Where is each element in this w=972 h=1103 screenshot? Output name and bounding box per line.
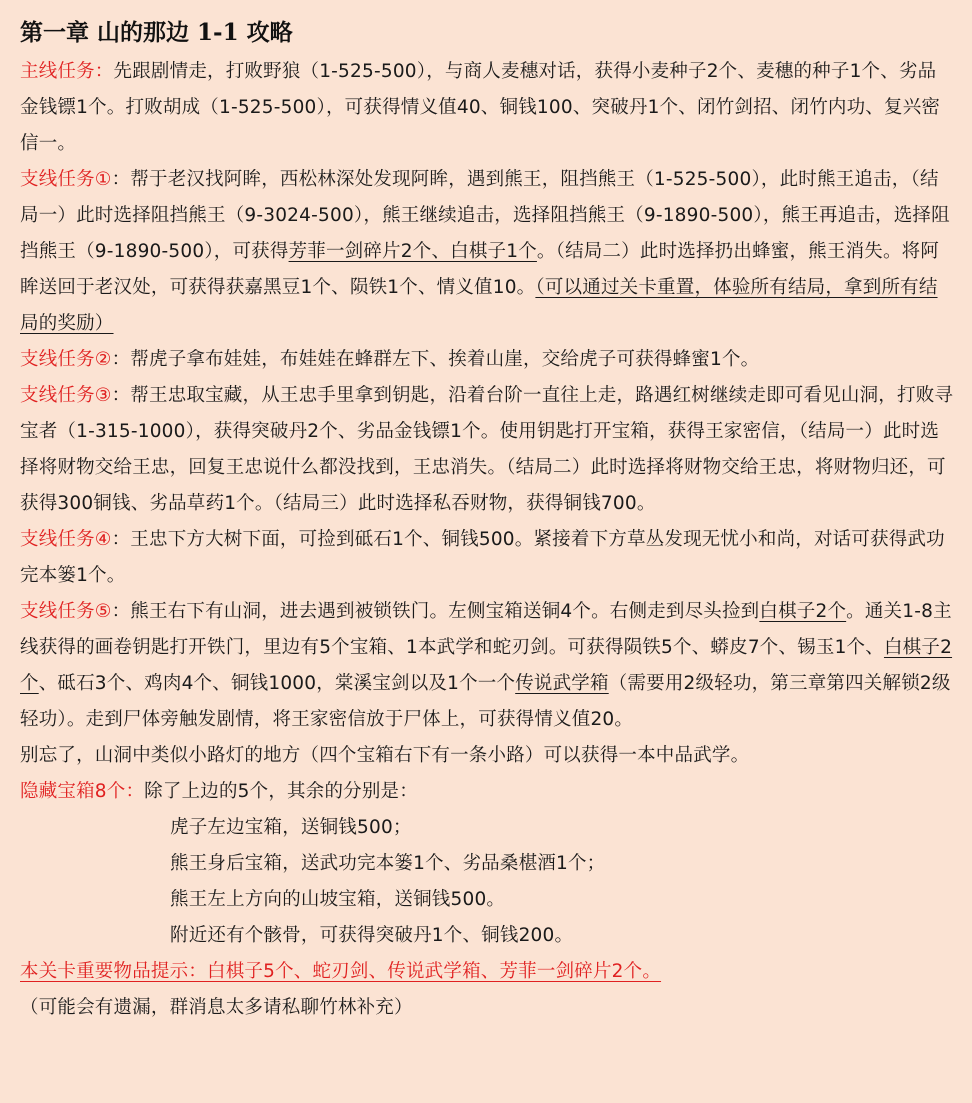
hidden-chest-item: 附近还有个骸骨，可获得突破丹1个、铜钱200。 xyxy=(170,925,574,946)
page-title: 第一章 山的那边 1-1 攻略 xyxy=(20,19,293,46)
side-quest-1-label: 支线任务① xyxy=(20,169,112,190)
side-quest-2-label: 支线任务② xyxy=(20,349,112,370)
side-quest-5-text-a: ：熊王右下有山洞，进去遇到被锁铁门。左侧宝箱送铜4个。右侧走到尽头捡到 xyxy=(111,601,760,622)
key-items-note: 本关卡重要物品提示：白棋子5个、蛇刃剑、传说武学箱、芳菲一剑碎片2个。 xyxy=(20,961,662,982)
side-quest-4-text: ：王忠下方大树下面，可捡到砥石1个、铜钱500。紧接着下方草丛发现无忧小和尚，对话可获得武功完本篓1个。 xyxy=(20,529,945,586)
side-quest-1-reset-note: （可以通过关卡重置，体验所有结局，拿到所有结局的奖励） xyxy=(20,277,938,334)
side-quest-5-label: 支线任务⑤ xyxy=(20,601,112,622)
side-quest-2-paragraph xyxy=(20,342,954,378)
main-quest-paragraph xyxy=(20,54,954,162)
hidden-chests-label: 隐藏宝箱8个： xyxy=(20,781,145,802)
hidden-chest-item: 熊王身后宝箱，送武功完本篓1个、劣品桑椹酒1个； xyxy=(170,853,606,874)
side-quest-5-white-stones-a: 白棋子2个 xyxy=(759,601,847,622)
side-quest-3-paragraph xyxy=(20,378,954,522)
hidden-chests-paragraph xyxy=(20,774,954,810)
side-quest-1-paragraph xyxy=(20,162,954,342)
side-quest-5-text-b: 。通关1-8主线获得的画卷钥匙打开铁门，里边有5个宝箱、1本武学和蛇刃剑。可获得陨铁5个、蟒皮7个、锡玉1个、 xyxy=(20,601,952,658)
hidden-chest-item: 熊王左上方向的山坡宝箱，送铜钱500。 xyxy=(170,889,506,910)
hidden-chest-item: 虎子左边宝箱，送铜钱500； xyxy=(170,817,412,838)
main-quest-label: 主线任务： xyxy=(20,61,114,82)
main-quest-text: 先跟剧情走，打败野狼（1-525-500），与商人麦穗对话，获得小麦种子2个、麦穗的种子1个、劣品金钱镖1个。打败胡成（1-525-500），可获得情义值40、铜钱100、突破丹1个、闭竹剑招、闭竹内功、复兴密信一。 xyxy=(20,61,941,154)
hidden-chests-text: 除了上边的5个，其余的分别是： xyxy=(144,781,418,802)
side-quest-4-paragraph xyxy=(20,522,954,594)
footer-note: （可能会有遗漏，群消息太多请私聊竹林补充） xyxy=(20,997,413,1018)
side-quest-5-paragraph xyxy=(20,594,954,738)
side-quest-1-text-a: ：帮于老汉找阿眸，西松林深处发现阿眸，遇到熊王，阻挡熊王（1-525-500），此时熊王追击，（结局一）此时选择阻挡熊王（9-3024-500），熊王继续追击，选择阻挡熊王（9-1890-500），熊王再追击，选择阻挡熊王（9-1890-500），可获得 xyxy=(20,169,950,262)
side-quest-2-text: ：帮虎子拿布娃娃，布娃娃在蜂群左下、挨着山崖，交给虎子可获得蜂蜜1个。 xyxy=(111,349,760,370)
reminder-paragraph: 别忘了，山洞中类似小路灯的地方（四个宝箱右下有一条小路）可以获得一本中品武学。 xyxy=(20,745,750,766)
side-quest-5-text-d: （需要用2级轻功，第三章第四关解锁2级轻功）。走到尸体旁触发剧情，将王家密信放于尸体上，可获得情义值20。 xyxy=(20,673,951,730)
side-quest-3-label: 支线任务③ xyxy=(20,385,112,406)
side-quest-3-text: ：帮王忠取宝藏，从王忠手里拿到钥匙，沿着台阶一直往上走，路遇红树继续走即可看见山洞，打败寻宝者（1-315-1000），获得突破丹2个、劣品金钱镖1个。使用钥匙打开宝箱，获得王家密信，（结局一）此时选择将财物交给王忠，回复王忠说什么都没找到，王忠消失。（结局二）此时选择将财物交给王忠，将财物归还，可获得300铜钱、劣品草药1个。（结局三）此时选择私吞财物，获得铜钱700。 xyxy=(20,385,954,514)
side-quest-5-legend-box: 传说武学箱 xyxy=(515,673,609,694)
side-quest-5-text-c: 、砥石3个、鸡肉4个、铜钱1000，棠溪宝剑以及1个一个 xyxy=(38,673,516,694)
side-quest-1-reward-underlined: 芳菲一剑碎片2个、白棋子1个 xyxy=(288,241,537,262)
side-quest-1-text-b: 。（结局二）此时选择扔出蜂蜜，熊王消失。将阿眸送回于老汉处，可获得获嘉黑豆1个、陨铁1个、情义值10。 xyxy=(20,241,940,298)
side-quest-4-label: 支线任务④ xyxy=(20,529,112,550)
side-quest-5-white-stones-b: 白棋子2个 xyxy=(20,637,953,694)
